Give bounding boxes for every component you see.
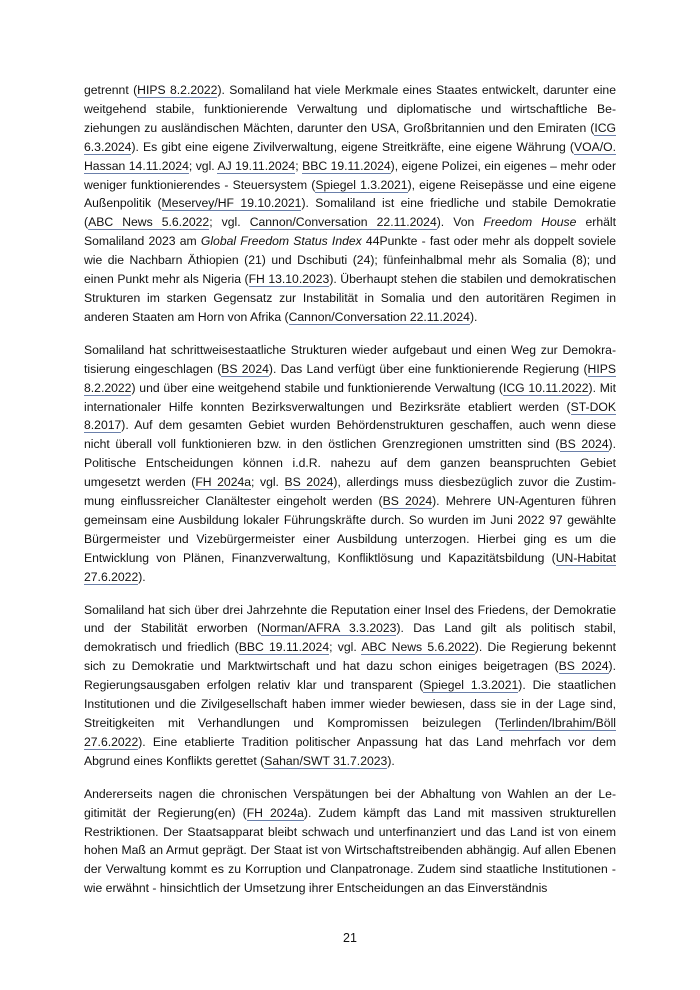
citation-link[interactable]: ICG 6.3.2024	[84, 120, 616, 154]
citation-link[interactable]: Sahan/SWT 31.7.2023	[264, 753, 388, 768]
paragraph: getrennt (HIPS 8.2.2022). Somaliland hat viele Merkmale eines Staates entwickelt, darunter eine weitgehend stabile, funktionierende Verwaltung und diplomatische und wirtschaftliche Beziehungen zu ausländischen Mächten, darunter den USA, Großbritannien und den Emiraten (ICG 6.3.2024). Es gibt eine eigene Zivilverwaltung, eigene Streitkräfte, eine eigene Währung (VOA/O. Hassan 14.11.2024; vgl. AJ 19.11.2024; BBC 19.11.2024), eigene Polizei, ein eigenes – mehr oder weniger funktionierendes - Steuersystem (Spiegel 1.3.2021), eigene Reisepässe und eine eigene Außenpolitik (Meservey/HF 19.10.2021). Somaliland ist eine friedliche und stabile Demokratie (ABC News 5.6.2022; vgl. Cannon/Conversation 22.11.2024). Von Freedom House erhält Somaliland 2023 am Global Freedom Status Index 44Punkte - fast oder mehr als doppelt soviele wie die Nachbarn Äthiopien (21) und Dschibuti (24); fünfeinhalbmal mehr als Somalia (8); und einen Punkt mehr als Nigeria (FH 13.10.2023). Überhaupt stehen die stabilen und demokratischen Strukturen im starken Gegensatz zur Instabilität in Somalia und den autoritären Regimen in anderen Staaten am Horn von Afrika (Cannon/Conversation 22.11.2024).	[84, 83, 617, 324]
citation-link[interactable]: VOA/O. Hassan 14.11.2024	[84, 139, 616, 173]
citation-link[interactable]: BS 2024	[221, 361, 269, 376]
citation-link[interactable]: Cannon/Conversation 22.11.2024	[288, 309, 470, 324]
citation-link[interactable]: FH 13.10.2023	[248, 272, 330, 287]
citation-link[interactable]: BS 2024	[559, 437, 609, 452]
citation-link[interactable]: BBC 19.11.2024	[302, 158, 391, 173]
citation-link[interactable]: UN-Habitat 27.6.2022	[84, 550, 616, 584]
document-body	[84, 81, 616, 912]
citation-link[interactable]: HIPS 8.2.2022	[137, 83, 218, 97]
citation-link[interactable]: ST-DOK 8.2017	[84, 399, 616, 433]
citation-link[interactable]: BBC 19.11.2024	[238, 640, 330, 655]
citation-link[interactable]: FH 2024a	[246, 805, 304, 820]
citation-link[interactable]: BS 2024	[382, 494, 433, 509]
citation-link[interactable]: Meservey/HF 19.10.2021	[161, 196, 302, 211]
page-number: 21	[343, 931, 357, 945]
paragraph: Somaliland hat schrittweisestaatliche Strukturen wieder aufgebaut und einen Weg zur Demokratisierung eingeschlagen (BS 2024). Das Land verfügt über eine funktionierende Regierung (HIPS 8.2.2022) und über eine weitgehend stabile und funktionierende Verwaltung (ICG 10.11.2022). Mit internationaler Hilfe konnten Bezirksverwaltungen und Bezirksräte etabliert werden (ST-DOK 8.2017). Auf dem gesamten Gebiet wurden Behördenstrukturen geschaffen, auch wenn diese nicht überall voll funktionieren bzw. in den östlichen Grenzregionen umstritten sind (BS 2024). Politische Entscheidungen können i.d.R. nahezu auf dem ganzen beanspruchten Gebiet umgesetzt werden (FH 2024a; vgl. BS 2024), allerdings muss diesbezüglich zuvor die Zustimmung einflussreicher Clanältester eingeholt werden (BS 2024). Mehrere UN-Agenturen führen gemeinsam eine Ausbildung lokaler Führungskräfte durch. So wurden im Juni 2022 97 gewählte Bürgermeister und Vizebürgermeister einer Ausbildung unterzogen. Hierbei ging es um die Entwicklung von Plänen, Finanzverwaltung, Konfliktlösung und Kapazitätsbildung (UN-Habitat 27.6.2022).	[84, 342, 616, 584]
emphasis-text: Global Freedom Status Index	[200, 234, 362, 249]
citation-link[interactable]: AJ 19.11.2024	[217, 158, 296, 173]
citation-link[interactable]: Terlinden/Ibrahim/Böll 27.6.2022	[84, 716, 616, 749]
paragraph: Andererseits nagen die chronischen Verspätungen bei der Abhaltung von Wahlen an der Legitimität der Regierung(en) (FH 2024a). Zudem kämpft das Land mit massiven strukturellen Restriktionen. Der Staatsapparat bleibt schwach und unterfinanziert und das Land ist von einem hohen Maß an Armut geprägt. Der Staat ist von Wirtschaftstreibenden abhängig. Auf allen Ebenen der Verwaltung kommt es zu Korruption und Clanpatronage. Zudem sind staatliche Institutionen - wie erwähnt - hinsichtlich der Umsetzung ihrer Entscheidungen an das Einverständnis	[84, 786, 616, 896]
citation-link[interactable]: Norman/AFRA 3.3.2023	[261, 621, 397, 636]
citation-link[interactable]: Spiegel 1.3.2021	[423, 678, 519, 693]
citation-link[interactable]: Cannon/Conversation 22.11.2024	[249, 215, 437, 230]
citation-link[interactable]: BS 2024	[284, 475, 334, 490]
citation-link[interactable]: HIPS 8.2.2022	[84, 361, 616, 395]
citation-link[interactable]: Spiegel 1.3.2021	[315, 177, 408, 192]
citation-link[interactable]: ABC News 5.6.2022	[361, 640, 475, 655]
citation-link[interactable]: ICG 10.11.2022	[502, 380, 589, 395]
citation-link[interactable]: BS 2024	[558, 659, 609, 674]
paragraph: Somaliland hat sich über drei Jahrzehnte die Reputation einer Insel des Friedens, der Demokratie und der Stabilität erworben (Norman/AFRA 3.3.2023). Das Land gilt als politisch stabil, demokratisch und friedlich (BBC 19.11.2024; vgl. ABC News 5.6.2022). Die Regierung bekennt sich zu Demokratie und Marktwirtschaft und hat dazu schon einiges beigetragen (BS 2024). Regierungsausgaben erfolgen relativ klar und transparent (Spiegel 1.3.2021). Die staatlichen Institutionen und die Zivilgesellschaft haben immer wieder bewiesen, dass sie in der Lage sind, Streitigkeiten mit Verhandlungen und Kompromissen beizulegen (Terlinden/Ibrahim/Böll 27.6.2022). Eine etablierte Tradition politischer Anpassung hat das Land mehrfach vor dem Abgrund eines Konflikts gerettet (Sahan/SWT 31.7.2023).	[84, 602, 617, 768]
citation-link[interactable]: ABC News 5.6.2022	[88, 215, 210, 230]
citation-link[interactable]: FH 2024a	[195, 475, 252, 490]
emphasis-text: Freedom House	[483, 215, 577, 230]
